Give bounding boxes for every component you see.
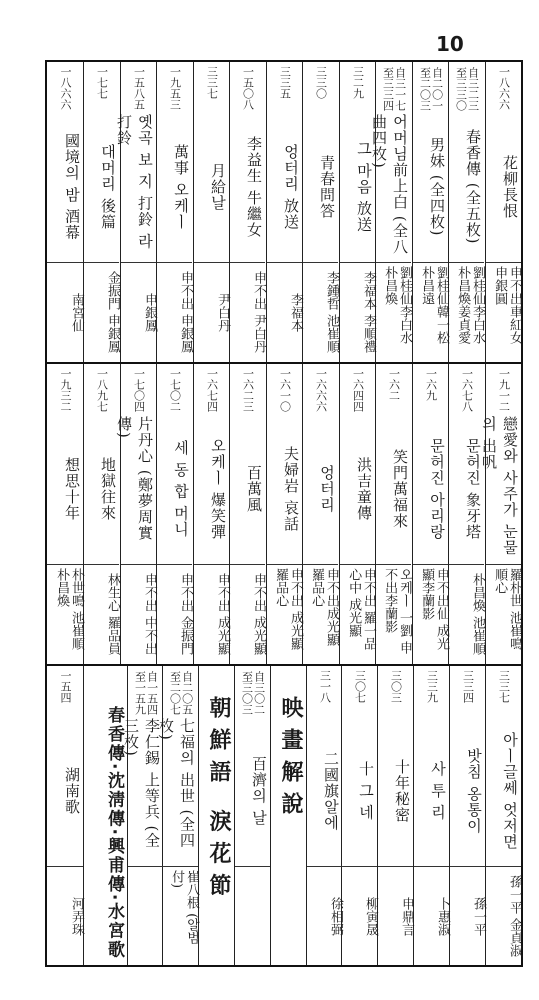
record-entry (47, 62, 83, 362)
record-performers (235, 870, 270, 962)
record-number: 一七〇二 (168, 368, 182, 412)
record-title: 세 동 합 머니 (172, 440, 190, 538)
cell-divider (84, 262, 119, 263)
record-number: 一八九七 (95, 368, 109, 412)
cell-divider (449, 564, 484, 565)
record-performers: 申不出 成光顯 (251, 572, 266, 656)
cell-divider (128, 866, 163, 867)
record-number: 一六六六 (314, 368, 328, 412)
record-title: 오케ㅣ 爆笑彈 (209, 438, 227, 540)
record-entry (193, 62, 229, 362)
record-title: 十年秘密 (393, 759, 411, 823)
record-number: 三〇七 (353, 670, 367, 703)
record-entry (339, 62, 375, 362)
record-title: 百萬風 (245, 465, 263, 513)
cell-divider (414, 866, 449, 867)
cell-divider (378, 866, 413, 867)
cell-divider (267, 564, 302, 565)
cell-divider (486, 866, 521, 867)
record-number: 一七〇四 (132, 368, 146, 412)
record-performers: 柳寅晟 (363, 896, 378, 936)
record-title: 李益生 牛繼女 (245, 136, 263, 238)
record-title: 七福의 出世 (全四枚) (157, 718, 196, 849)
record-entry (485, 666, 521, 965)
record-number: 一六四四 (351, 368, 365, 412)
catalog-row-2 (47, 364, 521, 664)
record-entry (83, 364, 119, 664)
record-number: 一九五三 (168, 66, 182, 110)
record-performers: 卜惠淑 (435, 896, 450, 936)
record-title: 戀愛와 사주가 눈물의 出帆 (480, 416, 519, 556)
cell-divider (486, 262, 521, 263)
cell-divider (303, 564, 338, 565)
section-heading-classics-text: 春香傳·沈淸傳·興甫傳·水宮歌 (104, 706, 124, 960)
cell-divider (47, 866, 83, 867)
section-heading-film (270, 666, 306, 965)
record-entry (341, 666, 377, 965)
record-number: 三三九 (425, 670, 439, 703)
record-performers: 申不出 金振門 (178, 572, 193, 656)
record-number: 三一八 (318, 670, 332, 703)
record-number: 一五四 (59, 670, 73, 703)
record-number: 一六九 (424, 368, 438, 401)
record-entry (377, 666, 413, 965)
cell-divider (230, 262, 265, 263)
cell-divider (307, 866, 342, 867)
record-performers: 劉桂仙李白水 朴昌煥 (382, 266, 412, 344)
record-performers: 申不出仙 成光顯李蘭影 (419, 568, 449, 651)
record-entry (229, 364, 265, 664)
cell-divider (157, 262, 192, 263)
cell-divider (303, 262, 338, 263)
catalog-row-3 (47, 666, 521, 965)
record-title: 엉터리 放送 (282, 144, 300, 230)
record-performers: 申不出車紅女 申銀圓 (492, 266, 522, 344)
record-number: 一六二三 (241, 368, 255, 412)
record-title: 밧침 옹통이 (465, 748, 483, 834)
cell-divider (450, 866, 485, 867)
record-number: 三〇三 (389, 670, 403, 703)
record-entry (412, 364, 448, 664)
record-entry (229, 62, 265, 362)
record-entry (266, 62, 302, 362)
record-title: 萬事 오케ㅣ (172, 144, 190, 230)
record-title: 花柳長恨 (501, 155, 519, 219)
record-performers: 申不出 申銀鳳 (178, 270, 193, 354)
cell-divider (342, 866, 377, 867)
record-entry (157, 666, 199, 965)
cell-divider (121, 262, 156, 263)
record-number: 三三〇 (314, 66, 328, 99)
record-entry (485, 62, 521, 362)
record-entry (234, 666, 270, 965)
record-number: 一八六六 (497, 66, 511, 110)
record-number: 一六七八 (460, 368, 474, 412)
record-performers: 林生心 羅品員 (105, 572, 120, 656)
cell-divider (376, 564, 411, 565)
record-number: 自三二三 至三三〇 (454, 67, 480, 111)
record-entry (115, 62, 157, 362)
record-number: 一七七 (95, 66, 109, 99)
record-title: 青春問答 (318, 155, 336, 219)
catalog-row-1 (47, 62, 521, 362)
record-entry (370, 62, 412, 362)
record-catalog-table (45, 60, 523, 967)
record-number: 三三五 (278, 66, 292, 99)
record-number: 一九一二 (497, 368, 511, 412)
record-performers: 申鼎言 (399, 896, 414, 936)
record-entry (115, 364, 157, 664)
cell-divider (157, 564, 192, 565)
page-number: 10 (436, 32, 464, 56)
cell-divider (194, 262, 229, 263)
record-number: 一六七四 (205, 368, 219, 412)
record-performers: 劉桂仙李白水 朴昌煥姜貞愛 (455, 266, 485, 344)
record-performers: 申不出成光顯 羅品心 (309, 568, 339, 646)
record-performers: 羅朴世 池崔鳴 順心 (492, 568, 522, 651)
cell-divider (486, 564, 521, 565)
record-performers: 孫一平 金貞淑 (507, 874, 522, 958)
record-entry (306, 666, 342, 965)
record-title: 李仁錫 上等兵 (全三枚) (122, 718, 161, 849)
record-entry (302, 364, 338, 664)
record-title: 대머리 後篇 (99, 144, 117, 230)
record-title: 春香傳 (全五枚) (464, 129, 482, 245)
section-heading-film-text: 映畫解說 (278, 696, 303, 824)
record-title: 想思十年 (63, 457, 81, 521)
record-entry (302, 62, 338, 362)
record-title: 十 그 네 (357, 761, 375, 821)
record-number: 自三一七 至三三四 (381, 67, 407, 111)
cell-divider (163, 866, 198, 867)
record-entry (83, 62, 119, 362)
record-number: 一六一〇 (278, 368, 292, 412)
record-entry (156, 364, 192, 664)
record-entry (480, 364, 522, 664)
cell-divider (235, 866, 270, 867)
record-performers: 崔八根 (알범付) (169, 870, 199, 945)
record-performers: 申不出 中不出 (142, 572, 157, 656)
record-entry (339, 364, 375, 664)
record-entry (412, 62, 448, 362)
record-performers: 孫一平 (471, 896, 486, 936)
record-performers: 尹白丹 (215, 292, 230, 332)
record-entry (47, 364, 83, 664)
cell-divider (47, 262, 83, 263)
record-number: 自二〇五 至二〇七 (168, 671, 194, 715)
record-number: 一八六六 (59, 66, 73, 110)
record-number: 一五八五 (132, 66, 146, 110)
cell-divider (230, 564, 265, 565)
record-entry (448, 62, 484, 362)
cell-divider (340, 564, 375, 565)
record-entry (266, 364, 302, 664)
record-performers: 朴世鳴 池崔順 朴昌煥 (54, 568, 84, 651)
record-title: 夫婦岩 哀話 (282, 446, 300, 532)
record-entry (193, 364, 229, 664)
record-entry (47, 666, 83, 965)
record-title: 百濟의 날 (250, 756, 268, 826)
section-heading-korean (198, 666, 234, 965)
record-performers: 李福本 李順禮 (361, 270, 376, 354)
record-entry (449, 666, 485, 965)
record-title: 月給날 (209, 163, 227, 211)
record-number: 自一五四 至一五九 (133, 671, 159, 715)
record-title: 地獄往來 (99, 457, 117, 521)
record-performers: 徐相弼 (328, 896, 343, 936)
cell-divider (376, 262, 411, 263)
record-entry (156, 62, 192, 362)
cell-divider (194, 564, 229, 565)
cell-divider (47, 564, 83, 565)
record-entry (413, 666, 449, 965)
record-performers: 申不出 尹白丹 (251, 270, 266, 354)
record-performers: 劉桂仙韓一松 朴昌遠 (419, 266, 449, 344)
record-number: 自二〇一 至二〇三 (418, 67, 444, 111)
record-title: 片丹心 (鄭夢周實傳) (115, 416, 154, 541)
cell-divider (267, 262, 302, 263)
record-entry (448, 364, 484, 664)
record-title: 엉터리 (318, 465, 336, 513)
record-performers: 申銀鳳 (142, 292, 157, 332)
cell-divider (340, 262, 375, 263)
record-title: 國境의 밤 酒幕 (63, 133, 81, 241)
record-number: 三三七 (205, 66, 219, 99)
record-title: 아ㅣ글쎄 엇저면 (501, 732, 519, 850)
record-number: 三二九 (351, 66, 365, 99)
record-performers: 오케ㅣ 一劉 申不出李蘭影 (382, 568, 412, 655)
cell-divider (84, 564, 119, 565)
record-title: 洪吉童傳 (355, 457, 373, 521)
record-number: 一六二 (387, 368, 401, 401)
record-performers: 李鍾哲 池崔順 (324, 270, 339, 354)
record-title: 어머님前上白 (全八曲四枚) (370, 114, 409, 255)
record-performers: 申不出 成光顯 羅品心 (273, 568, 303, 651)
cell-divider (413, 262, 448, 263)
record-title: 男妹 (全四枚) (428, 137, 446, 237)
section-heading-classics (83, 666, 127, 965)
record-title: 笑門萬福來 (391, 449, 409, 529)
record-title: 湖南歌 (63, 767, 81, 815)
record-performers (128, 870, 163, 962)
record-number: 三三四 (461, 670, 475, 703)
cell-divider (413, 564, 448, 565)
record-performers: 申不出 成光顯 (215, 572, 230, 656)
cell-divider (121, 564, 156, 565)
record-title: 문허진 象牙塔 (464, 438, 482, 540)
section-heading-korean-text: 朝鮮語 淚花節 (206, 696, 231, 906)
record-performers: 金振門 申銀鳳 (105, 270, 120, 354)
record-performers: 河弄珠 (69, 896, 84, 936)
record-title: 二國旗알에 (322, 751, 340, 831)
record-entry (375, 364, 411, 664)
record-performers: 南宮仙 (69, 292, 84, 332)
record-title: 사 투 리 (429, 761, 447, 821)
record-number: 一五〇八 (241, 66, 255, 110)
record-number: 三三七 (497, 670, 511, 703)
record-number: 一九三二 (59, 368, 73, 412)
record-entry (122, 666, 163, 965)
record-title: 옛곡 보 지 打鈴 라 打鈴 (115, 114, 154, 250)
record-title: 그 마음 放送 (355, 141, 373, 233)
record-performers: 朴昌煥 池崔順 (470, 572, 485, 656)
record-number: 自三〇二 至三〇三 (240, 671, 266, 715)
record-performers: 申不出 羅一品 心中 成光顯 (346, 568, 376, 651)
cell-divider (449, 262, 484, 263)
record-performers: 李福本 (288, 292, 303, 332)
record-title: 문허진 아리랑 (428, 438, 446, 540)
